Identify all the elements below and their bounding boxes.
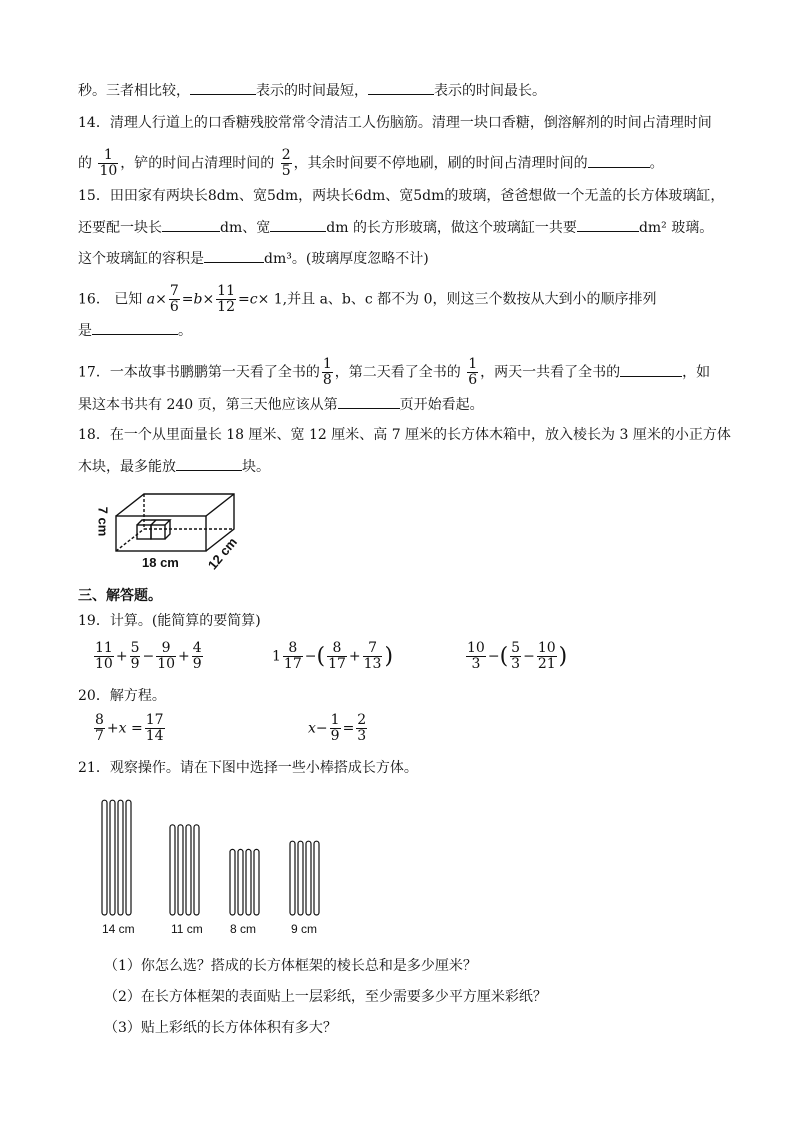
q19-expr2: 1 $\frac{8}{17}$ −( $\frac{8}{17}$ + $\frac{7}{13}$ )	[272, 640, 394, 672]
answer-blank[interactable]	[338, 394, 400, 409]
answer-blank[interactable]	[620, 362, 682, 377]
answer-blank[interactable]	[577, 217, 639, 232]
stick	[126, 800, 131, 915]
q21-sub3: （3）贴上彩纸的长方体体积有多大？	[104, 1020, 337, 1036]
q19-expr1: $\frac{11}{10}$ + $\frac{5}{9}$ − $\frac{9}{10}$ + $\frac{4}{9}$	[95, 640, 202, 672]
q21-title: 21．观察操作。请在下图中选择一些小棒搭成长方体。	[78, 760, 418, 776]
stick	[186, 825, 191, 915]
q16-line1: 16． 已知 a× $\frac{7}{6}$ =b× $\frac{11}{12}$ =c× 1,并且 a、b、c 都不为 0，则这三个数按从大到小的顺序排列	[78, 283, 657, 315]
q17-line1: 17．一本故事书鹏鹏第一天看了全书的 $\frac{1}{8}$ ，第二天看了全书的 $\frac{1}{6}$ ，两天一共看了全书的 ，如	[78, 356, 711, 388]
answer-blank[interactable]	[190, 80, 256, 95]
q18-line1: 18．在一个从里面量长 18 厘米、宽 12 厘米、高 7 厘米的长方体木箱中，放入棱长为 3 厘米的小正方体	[78, 427, 731, 443]
stick	[230, 849, 235, 915]
box-figure	[92, 488, 282, 578]
q19-expr3: $\frac{10}{3}$ −( $\frac{5}{3}$ − $\frac{10}{21}$ )	[467, 640, 568, 672]
stick	[118, 800, 123, 915]
stick	[102, 800, 107, 915]
answer-blank[interactable]	[92, 320, 178, 335]
q14-line1: 14．清理人行道上的口香糖残胶常常令清洁工人伤脑筋。清理一块口香糖，倒溶解剂的时间占清理时间	[78, 115, 712, 131]
answer-blank[interactable]	[368, 80, 434, 95]
stick-label: 11 cm	[171, 922, 203, 936]
stick	[254, 849, 259, 915]
q19-title: 19．计算。(能简算的要简算)	[78, 613, 261, 629]
q21-sub2: （2）在长方体框架的表面贴上一层彩纸，至少需要多少平方厘米彩纸？	[104, 989, 547, 1005]
q15-line3: 这个玻璃缸的容积是 dm³。(玻璃厚度忽略不计)	[78, 248, 429, 269]
stick	[110, 800, 115, 915]
stick	[238, 849, 243, 915]
stick	[194, 825, 199, 915]
answer-blank[interactable]	[588, 153, 650, 168]
stick-label: 9 cm	[291, 922, 318, 936]
section-title: 三、解答题。	[78, 588, 162, 604]
answer-blank[interactable]	[176, 456, 242, 471]
q20-eq2: x− $\frac{1}{9}$ = $\frac{2}{3}$	[308, 712, 367, 744]
stick	[314, 841, 319, 915]
stick	[170, 825, 175, 915]
answer-blank[interactable]	[204, 248, 264, 263]
height-label: 7 cm	[95, 506, 111, 537]
answer-blank[interactable]	[162, 217, 220, 232]
q15-line2: 还要配一块长 dm、宽 dm 的长方形玻璃，做这个玻璃缸一共要 dm² 玻璃。	[78, 217, 713, 238]
stick	[306, 841, 311, 915]
answer-blank[interactable]	[270, 217, 326, 232]
stick	[290, 841, 295, 915]
q16-line2: 是 。	[78, 320, 192, 341]
q20-eq1: $\frac{8}{7}$ +x = $\frac{17}{14}$	[95, 712, 164, 744]
q14-line2: 的 $\frac{1}{10}$ ，铲的时间占清理时间的 $\frac{2}{5}$ ，其余时间要不停地刷，刷的时间占清理时间的 。	[78, 147, 664, 179]
width-label: 12 cm	[204, 534, 241, 573]
sticks-drawing	[96, 790, 346, 925]
q18-line2: 木块，最多能放 块。	[78, 456, 270, 477]
fraction: $\frac{2}{5}$	[281, 147, 291, 179]
q13-tail: 秒。三者相比较， 表示的时间最短， 表示的时间最长。	[78, 80, 546, 101]
stick-label: 8 cm	[230, 922, 257, 936]
q17-line2: 果这本书共有 240 页，第三天他应该从第 页开始看起。	[78, 394, 484, 415]
length-label: 18 cm	[142, 555, 179, 570]
box-drawing	[92, 488, 282, 578]
stick	[178, 825, 183, 915]
stick-label: 14 cm	[102, 922, 135, 936]
sticks-figure	[96, 790, 346, 950]
stick	[298, 841, 303, 915]
q20-title: 20．解方程。	[78, 688, 166, 704]
q15-line1: 15．田田家有两块长8dm、宽5dm，两块长6dm、宽5dm的玻璃，爸爸想做一个无盖的长方体玻璃缸，	[78, 188, 725, 204]
fraction: $\frac{1}{10}$	[99, 147, 118, 179]
q21-sub1: （1）你怎么选？搭成的长方体框架的棱长总和是多少厘米？	[104, 958, 477, 974]
stick	[246, 849, 251, 915]
